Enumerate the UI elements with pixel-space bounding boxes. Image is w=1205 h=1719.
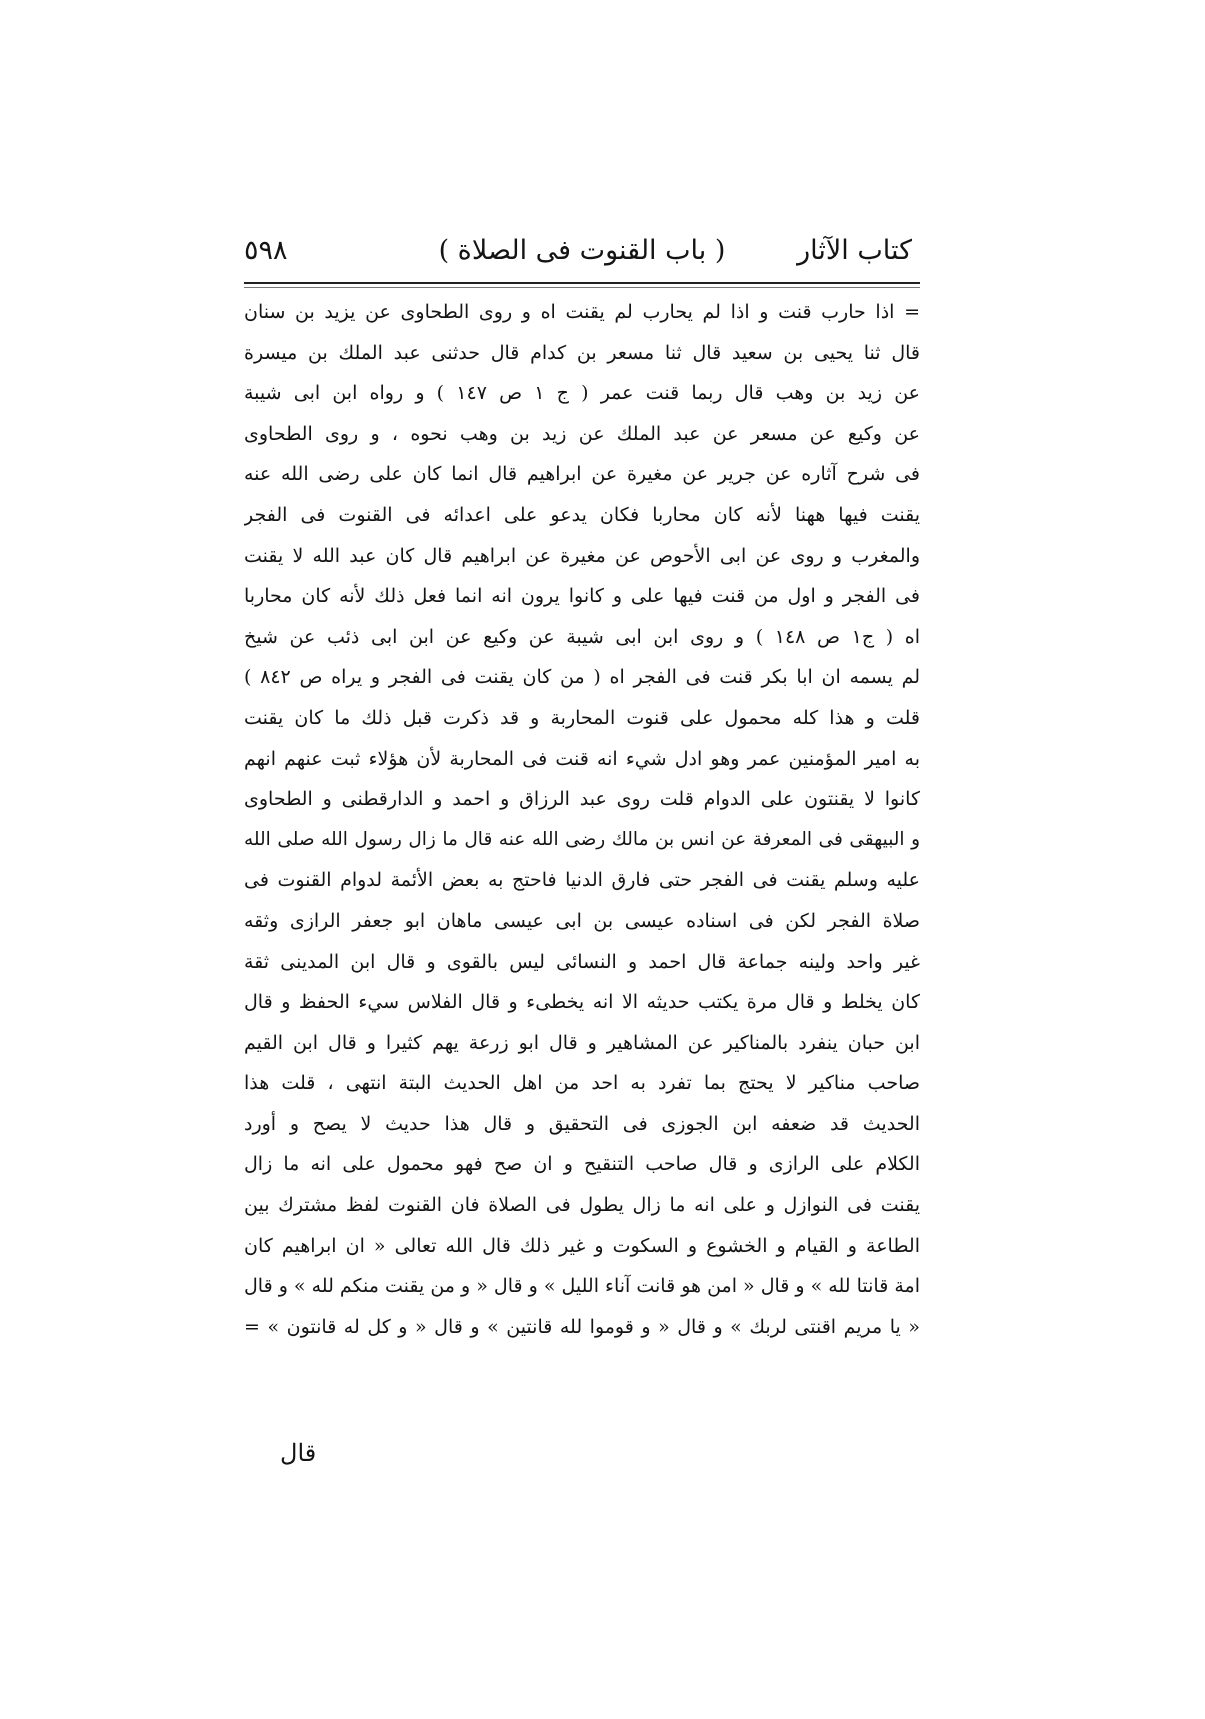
chapter-title: ( باب القنوت فى الصلاة )	[438, 235, 726, 266]
text-line: و البيهقى فى المعرفة عن انس بن مالك رضى الله عنه قال ما زال رسول الله صلى الله	[244, 828, 920, 850]
text-line: يقنت فيها ههنا لأنه كان محاربا فكان يدعو على اعدائه فى القنوت فى الفجر	[244, 503, 920, 526]
text-line: = اذا حارب قنت و اذا لم يحارب لم يقنت اه و روى الطحاوى عن يزيد بن سنان	[244, 301, 920, 323]
text-line: فى شرح آثاره عن جرير عن مغيرة عن ابراهيم قال انما كان على رضى الله عنه	[244, 463, 920, 486]
text-line: فى الفجر و اول من قنت فيها على و كانوا يرون انه انما فعل ذلك لأنه كان محاربا	[244, 585, 920, 608]
text-line: لم يسمه ان ابا بكر قنت فى الفجر اه ( من كان يقنت فى الفجر و يراه ص ٨٤٢ )	[244, 666, 920, 689]
text-line: كانوا لا يقنتون على الدوام قلت روى عبد الرزاق و احمد و الدارقطنى و الطحاوى	[244, 788, 920, 811]
header-divider-thin	[244, 287, 920, 288]
text-line: ابن حبان ينفرد بالمناكير عن المشاهير و قال ابو زرعة يهم كثيرا و قال ابن القيم	[244, 1031, 920, 1054]
text-line: يقنت فى النوازل و على انه ما زال يطول فى الصلاة فان القنوت لفظ مشترك بين	[244, 1194, 920, 1217]
text-line: كان يخلط و قال مرة يكتب حديثه الا انه يخطىء و قال الفلاس سيء الحفظ و قال	[244, 991, 920, 1014]
catchword: قال	[280, 1439, 317, 1467]
text-line: الحديث قد ضعفه ابن الجوزى فى التحقيق و قال هذا حديث لا يصح و أورد	[244, 1112, 920, 1135]
text-line: قال ثنا يحيى بن سعيد قال ثنا مسعر بن كدام قال حدثنى عبد الملك بن ميسرة	[244, 341, 920, 364]
text-line: الطاعة و القيام و الخشوع و السكوت و غير ذلك قال الله تعالى « ان ابراهيم كان	[244, 1234, 920, 1257]
text-line: الكلام على الرازى و قال صاحب التنقيح و ان صح فهو محمول على انه ما زال	[244, 1153, 920, 1176]
text-line: عن وكيع عن مسعر عن عبد الملك عن زيد بن وهب نحوه ، و روى الطحاوى	[244, 422, 920, 445]
header-divider	[244, 282, 920, 284]
text-line: صلاة الفجر لكن فى اسناده عيسى بن ابى عيسى ماهان ابو جعفر الرازى وثقه	[244, 909, 920, 932]
text-line: عليه وسلم يقنت فى الفجر حتى فارق الدنيا فاحتج به بعض الأئمة لدوام القنوت فى	[244, 869, 920, 892]
text-line: عن زيد بن وهب قال ربما قنت عمر ( ج ١ ص ١٤٧ ) و رواه ابن ابى شيبة	[244, 382, 920, 405]
text-line: قلت و هذا كله محمول على قنوت المحاربة و قد ذكرت قبل ذلك ما كان يقنت	[244, 706, 920, 729]
text-line: امة قانتا لله » و قال « امن هو قانت آناء الليل » و قال « و من يقنت منكم لله » و قال	[244, 1275, 920, 1298]
book-title: كتاب الآثار	[797, 235, 912, 266]
text-line: به امير المؤمنين عمر وهو ادل شيء انه قنت فى المحاربة لأن هؤلاء ثبت عنهم انهم	[244, 747, 920, 770]
text-line: صاحب مناكير لا يحتج بما تفرد به احد من اهل الحديث البتة انتهى ، قلت هذا	[244, 1072, 920, 1095]
text-line: غير واحد ولينه جماعة قال احمد و النسائى ليس بالقوى و قال ابن المدينى ثقة	[244, 950, 920, 973]
text-line: « يا مريم اقنتى لربك » و قال « و قوموا لله قانتين » و قال « و كل له قانتون » =	[244, 1315, 920, 1338]
page-header	[244, 228, 920, 274]
text-line: والمغرب و روى عن ابى الأحوص عن مغيرة عن ابراهيم قال كان عبد الله لا يقنت	[244, 544, 920, 567]
main-text	[244, 292, 920, 1347]
page-number: ٥٩٨	[244, 235, 288, 266]
text-line: اه ( ج١ ص ١٤٨ ) و روى ابن ابى شيبة عن وكيع عن ابن ابى ذئب عن شيخ	[244, 625, 920, 648]
